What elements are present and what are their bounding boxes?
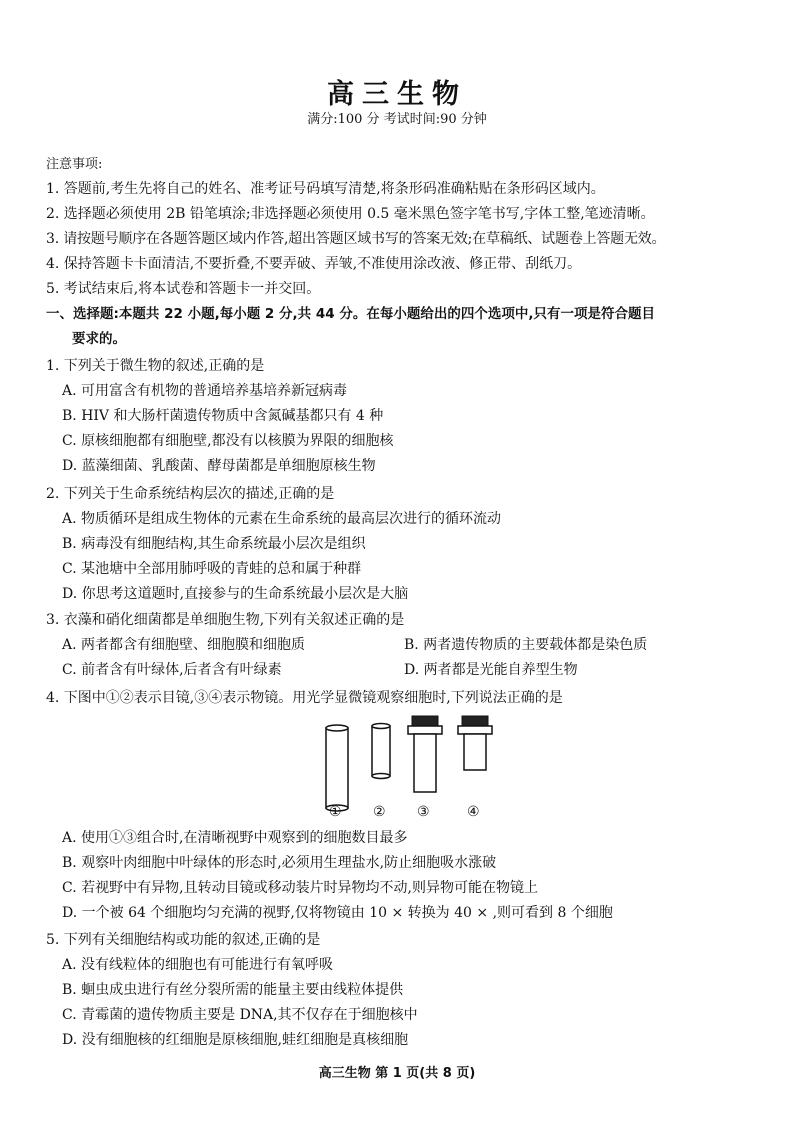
objective-4-shape <box>458 716 492 770</box>
question-1-stem: 1. 下列关于微生物的叙述,正确的是 <box>46 358 265 374</box>
question-2-stem: 2. 下列关于生命系统结构层次的描述,正确的是 <box>46 486 335 502</box>
notes-heading: 注意事项: <box>46 157 103 172</box>
question-4-stem: 4. 下图中①②表示目镜,③④表示物镜。用光学显微镜观察细胞时,下列说法正确的是 <box>46 690 563 706</box>
question-5-option-a: A. 没有线粒体的细胞也有可能进行有氧呼吸 <box>62 957 334 973</box>
question-3-option-d: D. 两者都是光能自养型生物 <box>404 662 578 678</box>
question-5-option-c: C. 青霉菌的遗传物质主要是 DNA,其不仅存在于细胞核中 <box>62 1007 418 1023</box>
figure-label-4: ④ <box>467 804 480 820</box>
question-2-option-b: B. 病毒没有细胞结构,其生命系统最小层次是组织 <box>62 536 366 552</box>
question-4-option-a: A. 使用①③组合时,在清晰视野中观察到的细胞数目最多 <box>62 830 408 846</box>
question-3-stem: 3. 衣藻和硝化细菌都是单细胞生物,下列有关叙述正确的是 <box>46 612 405 628</box>
page-title: 高三生物 <box>327 79 467 110</box>
eyepiece-1-shape <box>326 725 348 811</box>
question-1-option-b: B. HIV 和大肠杆菌遗传物质中含氮碱基都只有 4 种 <box>62 408 384 424</box>
page-footer: 高三生物 第 1 页(共 8 页) <box>318 1066 476 1081</box>
question-5 <box>46 928 762 1053</box>
question-4-option-c: C. 若视野中有异物,且转动目镜或移动装片时异物均不动,则异物可能在物镜上 <box>62 880 539 896</box>
note-item-4: 4. 保持答题卡卡面清洁,不要折叠,不要弄破、弄皱,不准使用涂改液、修正带、刮纸刀。 <box>46 256 582 272</box>
question-2 <box>46 482 762 607</box>
section-heading <box>46 302 762 352</box>
question-1-option-d: D. 蓝藻细菌、乳酸菌、酵母菌都是单细胞原核生物 <box>62 458 376 474</box>
section-heading-line-2: 要求的。 <box>72 331 126 347</box>
question-2-option-d: D. 你思考这道题时,直接参与的生命系统最小层次是大脑 <box>62 586 409 602</box>
question-3-options-row-2 <box>46 658 762 683</box>
figure-label-2: ② <box>373 804 386 820</box>
question-1-option-a: A. 可用富含有机物的普通培养基培养新冠病毒 <box>62 383 348 399</box>
figure-label-1: ① <box>329 804 342 820</box>
section-heading-line-1: 一、选择题:本题共 22 小题,每小题 2 分,共 44 分。在每小题给出的四个选项中,只有一项是符合题目 <box>46 306 655 322</box>
question-4-stem-block <box>46 686 762 711</box>
figure-label-3: ③ <box>417 804 430 820</box>
question-4-option-d: D. 一个被 64 个细胞均匀充满的视野,仅将物镜由 10 × 转换为 40 × ,则可看到 8 个细胞 <box>62 905 613 921</box>
question-3-option-c: C. 前者含有叶绿体,后者含有叶绿素 <box>62 662 282 678</box>
question-5-option-b: B. 蛔虫成虫进行有丝分裂所需的能量主要由线粒体提供 <box>62 982 404 998</box>
note-item-2: 2. 选择题必须使用 2B 铅笔填涂;非选择题必须使用 0.5 毫米黑色签字笔书写,字体工整,笔迹清晰。 <box>46 206 655 222</box>
question-3-option-a: A. 两者都含有细胞壁、细胞膜和细胞质 <box>62 637 306 653</box>
question-2-option-c: C. 某池塘中全部用肺呼吸的青蛙的总和属于种群 <box>62 561 362 577</box>
exam-info: 满分:100 分 考试时间:90 分钟 <box>307 112 487 127</box>
eyepiece-2-shape <box>372 724 390 779</box>
question-2-option-a: A. 物质循环是组成生物体的元素在生命系统的最高层次进行的循环流动 <box>62 511 502 527</box>
question-1 <box>46 354 762 479</box>
objective-3-shape <box>408 716 442 792</box>
note-item-1: 1. 答题前,考生先将自己的姓名、准考证号码填写清楚,将条形码准确粘贴在条形码区域内。 <box>46 181 605 197</box>
question-4-options <box>46 826 762 926</box>
question-5-stem: 5. 下列有关细胞结构或功能的叙述,正确的是 <box>46 932 321 948</box>
notes-section <box>46 152 762 302</box>
question-4-option-b: B. 观察叶肉细胞中叶绿体的形态时,必须用生理盐水,防止细胞吸水涨破 <box>62 855 497 871</box>
question-3-option-b: B. 两者遗传物质的主要载体都是染色质 <box>404 637 648 653</box>
question-3-options-row-1 <box>46 633 762 658</box>
question-5-option-d: D. 没有细胞核的红细胞是原核细胞,蛙红细胞是真核细胞 <box>62 1032 409 1048</box>
note-item-3: 3. 请按题号顺序在各题答题区域内作答,超出答题区域书写的答案无效;在草稿纸、试题卷上答题无效。 <box>46 231 666 247</box>
note-item-5: 5. 考试结束后,将本试卷和答题卡一并交回。 <box>46 281 321 297</box>
question-1-option-c: C. 原核细胞都有细胞壁,都没有以核膜为界限的细胞核 <box>62 433 394 449</box>
question-3 <box>46 608 762 683</box>
